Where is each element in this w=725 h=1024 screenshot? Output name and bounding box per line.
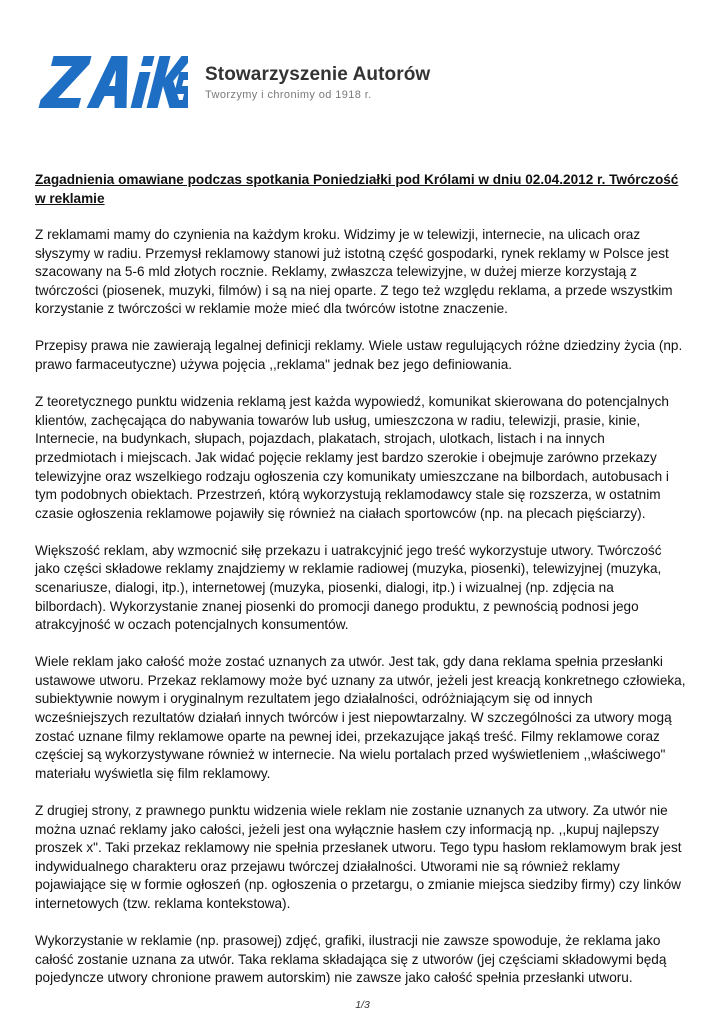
document-title: Zagadnienia omawiane podczas spotkania Poniedziałki pod Królami w dniu 02.04.2012 r. Twórczość w reklamie xyxy=(35,172,679,206)
organization-name: Stowarzyszenie Autorów xyxy=(205,64,431,85)
organization-tagline: Tworzymy i chronimy od 1918 r. xyxy=(205,89,372,101)
paragraph: Wykorzystanie w reklamie (np. prasowej) zdjęć, grafiki, ilustracji nie zawsze spowoduje, że reklama jako całość zostanie uznana za utwór. Taka reklama składająca się z utworów (jej częściami składowymi będą pojedyncze utwory chronione prawem autorskim) nie zawsze jako całość spełnia przesłanki utworu. xyxy=(35,933,667,986)
paragraph: Przepisy prawa nie zawierają legalnej definicji reklamy. Wiele ustaw regulujących różne dziedziny życia (np. prawo farmaceutyczne) używa pojęcia ,,reklama" jednak bez jego definiowania. xyxy=(35,338,683,373)
paragraph: Z teoretycznego punktu widzenia reklamą jest każda wypowiedź, komunikat skierowana do potencjalnych klientów, zachęcająca do nabywania towarów lub usług, umieszczona w radiu, telewizji, prasie, kinie, Internecie, na budynkach, słupach, pojazdach, plakatach, strojach, ulotkach, listach i na innych przedmiotach i miejscach. Jak widać pojęcie reklamy jest bardzo szerokie i obejmuje zarówno przekazy telewizyjne oraz wszelkiego rodzaju ogłoszenia czy komunikaty umieszczane na bilbordach, autobusach i tym podobnych obiektach. Przestrzeń, którą wykorzystują reklamodawcy stale się rozszerza, w ostatnim czasie ogłoszenia reklamowe pojawiły się również na ciałach sportowców (np. na plecach pięściarzy). xyxy=(35,394,669,521)
document-body xyxy=(35,170,687,1006)
paragraph: Z reklamami mamy do czynienia na każdym kroku. Widzimy je w telewizji, internecie, na ulicach oraz słyszymy w radiu. Przemysł reklamowy stanowi już istotną część gospodarki, rynek reklamy w Polsce jest szacowany na 5-6 mld złotych rocznie. Reklamy, zwłaszcza telewizyjne, w dużej mierze korzystają z twórczości (piosenek, muzyki, filmów) i są na niej oparte. Z tego też względu reklama, a przede wszystkim korzystanie z twórczości w reklamie może mieć dla twórców istotne znaczenie. xyxy=(35,227,673,317)
paragraph: Z drugiej strony, z prawnego punktu widzenia wiele reklam nie zostanie uznanych za utwory. Za utwór nie można uznać reklamy jako całości, jeżeli jest ona wyłącznie hasłem czy informacją np. ,,kupuj najlepszy proszek x". Taki przekaz reklamowy nie spełnia przesłanek utworu. Tego typu hasłom reklamowym brak jest indywidualnego charakteru oraz przejawu twórczej działalności. Utworami nie są również reklamy pojawiające się w formie ogłoszeń (np. ogłoszenia o przetargu, o zmianie miejsca siedziby firmy) czy linków internetowych (tzw. reklama kontekstowa). xyxy=(35,802,682,911)
paragraph: Większość reklam, aby wzmocnić siłę przekazu i uatrakcyjnić jego treść wykorzystuje utwory. Twórczość jako części składowe reklamy znajdziemy w reklamie radiowej (muzyka, piosenki), telewizyjnej (muzyka, scenariusze, dialogi, itp.), internetowej (muzyka, piosenki, dialogi, itp.) i wizualnej (np. zdjęcia na bilbordach). Wykorzystanie znanej piosenki do promocji danego produktu, z pewnością podnosi jego atrakcyjność w oczach potencjalnych konsumentów. xyxy=(35,542,662,633)
zaiks-logo xyxy=(38,54,188,115)
paragraph: Wiele reklam jako całość może zostać uznanych za utwór. Jest tak, gdy dana reklama spełnia przesłanki ustawowe utworu. Przekaz reklamowy może być uznany za utwór, jeżeli jest kreacją konkretnego człowieka, subiektywnie nowym i oryginalnym rezultatem jego działalności, odróżniającym się od innych wcześniejszych rezultatów działań innych twórców i jest niepowtarzalny. W szczególności za utwory mogą zostać uznane filmy reklamowe oparte na pewnej idei, przekazujące jakąś treść. Filmy reklamowe coraz częściej są wykorzystywane również w internecie. Na wielu portalach przed wyświetleniem ,,właściwego" materiału wyświetla się film reklamowy. xyxy=(35,654,686,781)
page-number: 1/3 xyxy=(355,999,370,1011)
